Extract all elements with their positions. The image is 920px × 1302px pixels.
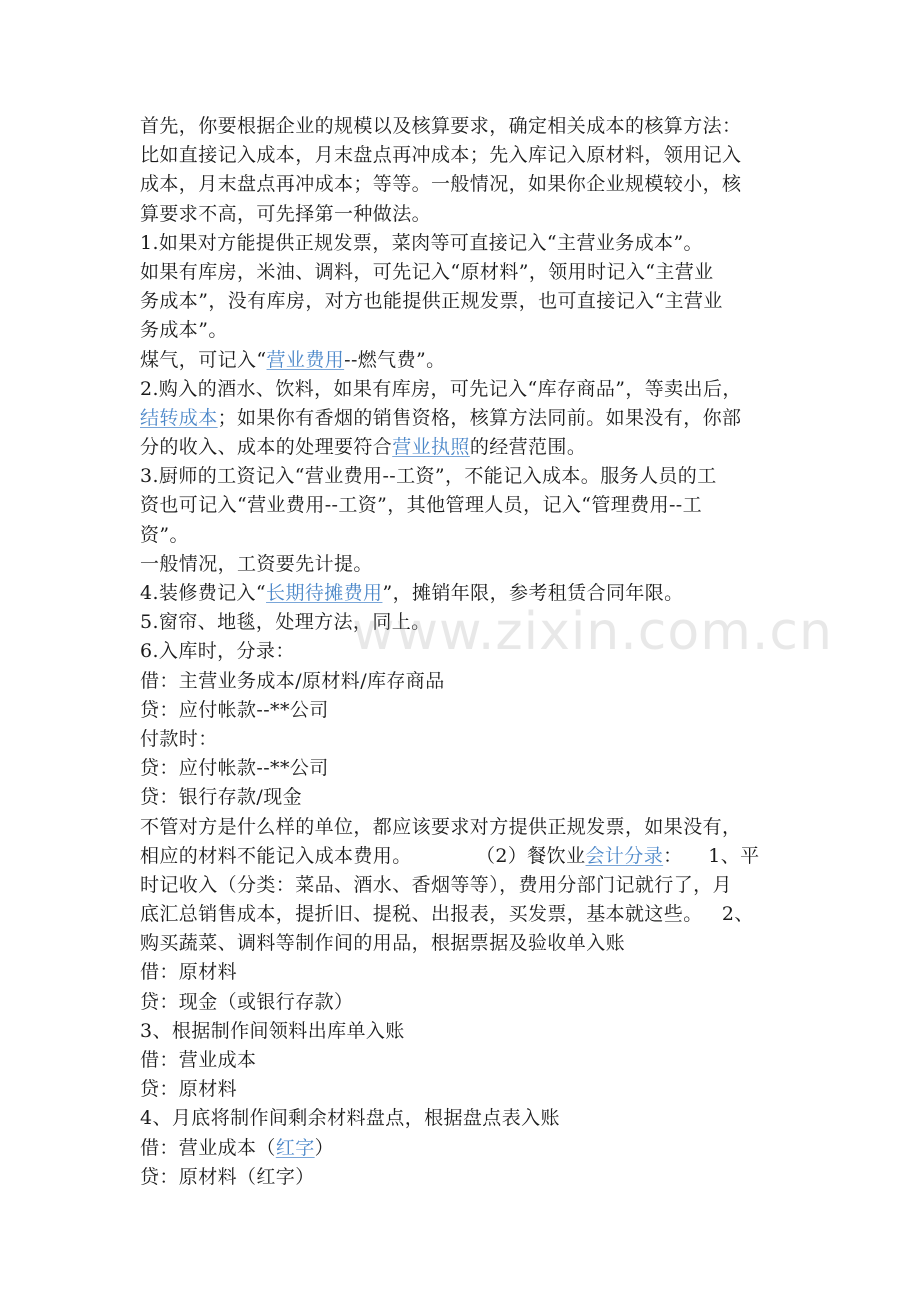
text-line: 贷：原材料	[140, 1078, 238, 1101]
text-line	[140, 433, 790, 462]
text-line: 贷：银行存款/现金	[140, 786, 303, 809]
text-line: 付款时：	[140, 727, 218, 750]
text-line: 资”。	[140, 523, 189, 546]
text-line	[140, 404, 790, 433]
text-span: 借：营业成本（	[140, 1136, 276, 1159]
text-line: 贷：原材料（红字）	[140, 1165, 315, 1188]
text-span: --燃气费”。	[344, 348, 446, 371]
text-line: 底汇总销售成本，提折旧、提税、出报表，买发票，基本就这些。 2、	[140, 903, 754, 926]
link-accounting-entries[interactable]: 会计分录	[585, 844, 664, 867]
text-line: 贷：应付帐款--**公司	[140, 698, 329, 721]
text-line	[140, 346, 790, 375]
text-line: 购买蔬菜、调料等制作间的用品，根据票据及验收单入账	[140, 932, 626, 955]
text-line: 算要求不高，可先择第一种做法。	[140, 202, 432, 225]
text-line: 首先，你要根据企业的规模以及核算要求，确定相关成本的核算方法：	[140, 115, 742, 137]
text-line: 2.购入的酒水、饮料，如果有库房，可先记入“库存商品”，等卖出后，	[140, 377, 742, 400]
text-line: 4、月底将制作间剩余材料盘点，根据盘点表入账	[140, 1107, 560, 1130]
text-line	[140, 579, 790, 608]
text-span: 分的收入、成本的处理要符合	[140, 436, 393, 459]
text-line: 务成本”，没有库房，对方也能提供正规发票，也可直接记入“主营业	[140, 290, 723, 313]
text-span: ”，摊销年限，参考租赁合同年限。	[382, 582, 684, 604]
text-line: 如果有库房，米油、调料，可先记入“原材料”，领用时记入“主营业	[140, 260, 714, 283]
text-line: 3.厨师的工资记入“营业费用--工资”，不能记入成本。服务人员的工	[140, 465, 717, 488]
document-body	[140, 112, 790, 1192]
text-line: 6.入库时，分录：	[140, 640, 295, 663]
text-span: 4.装修费记入“	[140, 582, 267, 604]
text-span: 相应的材料不能记入成本费用。 （2）餐饮业	[140, 844, 586, 867]
text-line: 不管对方是什么样的单位，都应该要求对方提供正规发票，如果没有，	[140, 815, 742, 838]
text-line: 借：营业成本	[140, 1049, 257, 1071]
text-line: 5.窗帘、地毯，处理方法，同上。	[140, 611, 431, 634]
text-line: 贷：现金（或银行存款）	[140, 990, 354, 1013]
text-line	[140, 1134, 790, 1163]
text-line: 资也可记入“营业费用--工资”，其他管理人员，记入“管理费用--工	[140, 494, 703, 517]
text-span: ： 1、平	[663, 844, 760, 867]
text-line: 时记收入（分类：菜品、酒水、香烟等等），费用分部门记就行了，月	[140, 873, 732, 896]
text-line	[140, 842, 790, 871]
text-line: 3、根据制作间领料出库单入账	[140, 1019, 405, 1042]
text-span: ）	[314, 1136, 335, 1159]
link-long-term-prepaid[interactable]: 长期待摊费用	[266, 582, 383, 604]
text-line: 借：原材料	[140, 961, 238, 984]
text-span: ；如果你有香烟的销售资格，核算方法同前。如果没有，你部	[217, 406, 742, 429]
text-line: 1.如果对方能提供正规发票，菜肉等可直接记入“主营业务成本”。	[140, 231, 703, 254]
text-span: 的经营范围。	[469, 436, 587, 459]
text-line: 务成本”。	[140, 319, 228, 342]
link-carry-forward-cost[interactable]: 结转成本	[140, 406, 218, 429]
link-business-license[interactable]: 营业执照	[392, 436, 470, 459]
text-line: 贷：应付帐款--**公司	[140, 757, 329, 780]
link-operating-expense[interactable]: 营业费用	[266, 348, 345, 371]
text-span: 煤气，可记入“	[140, 348, 267, 371]
text-line: 比如直接记入成本，月末盘点再冲成本；先入库记入原材料，领用记入	[140, 144, 742, 167]
link-red-ink[interactable]: 红字	[275, 1136, 315, 1159]
text-line: 一般情况，工资要先计提。	[140, 552, 373, 575]
text-line: 成本，月末盘点再冲成本；等等。一般情况，如果你企业规模较小，核	[140, 173, 742, 196]
watermark: www.zixin.com.cn	[352, 602, 833, 662]
text-line: 借：主营业务成本/原材料/库存商品	[140, 669, 445, 692]
